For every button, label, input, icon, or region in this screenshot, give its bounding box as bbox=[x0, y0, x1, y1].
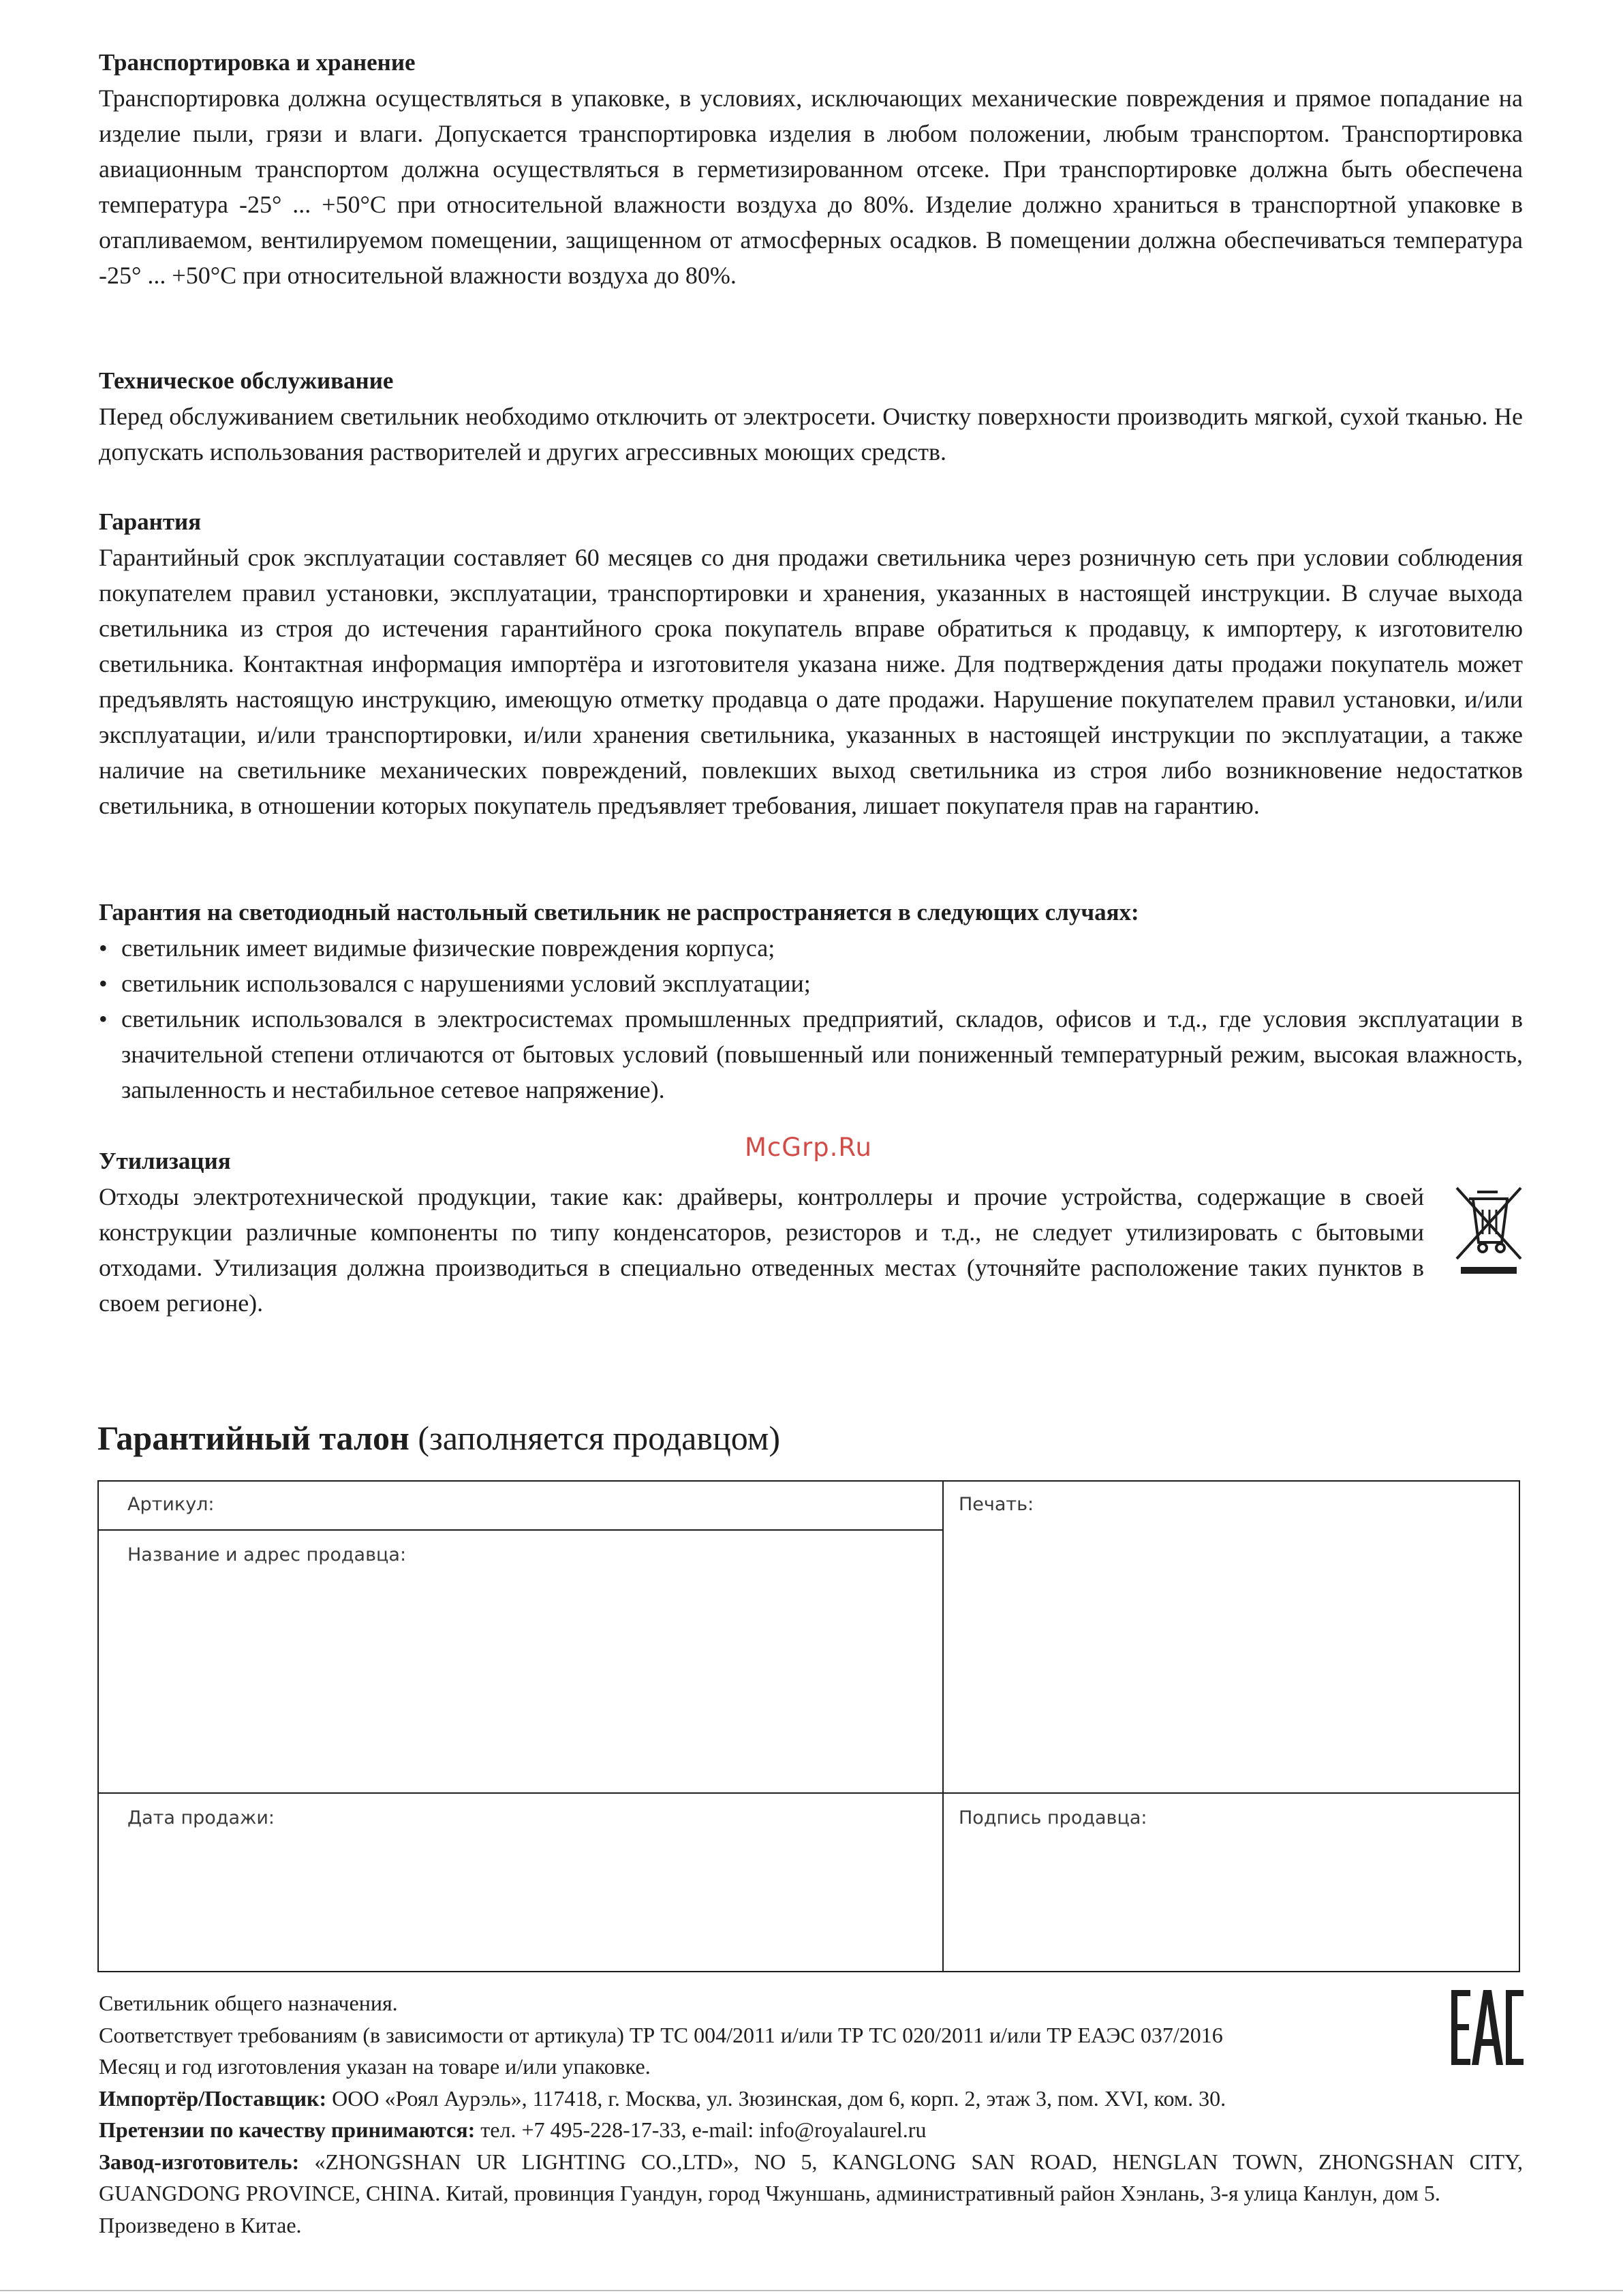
warranty-card bbox=[97, 1480, 1520, 1972]
disposal-heading: Утилизация bbox=[99, 1148, 231, 1174]
footer-line-factory bbox=[99, 2146, 1523, 2209]
footer-line-general: Светильник общего назначения. bbox=[99, 1991, 398, 2015]
field-sale-date: Дата продажи: bbox=[127, 1807, 275, 1828]
warranty-text: Гарантийный срок эксплуатации составляет 60 месяцев со дня продажи светильника через розничную сеть при условии соблюдения покупателем правил установки, эксплуатации, транспортировки и хранения, указанных в настоящей инструкции. В случае выхода светильника из строя до истечения гарантийного срока покупатель вправе обратиться к продавцу, к импортеру, к изготовителю светильника. Контактная информация импортёра и изготовителя указана ниже. Для подтверждения даты продажи покупатель может предъявлять настоящую инструкцию, имеющую отметку продавца о дате продажи. Нарушение покупателем правил установки, и/или эксплуатации, и/или транспортировки, и/или хранения светильника, указанных в настоящей инструкции по эксплуатации, а также наличие на светильнике механических повреждений, повлекших выход светильника из строя либо возникновение недостатков светильника, в отношении которых покупатель предъявляет требования, лишает покупателя прав на гарантию. bbox=[99, 544, 1523, 819]
factory-label: Завод-изготовитель: bbox=[99, 2149, 300, 2174]
claims-text: тел. +7 495-228-17-33, e-mail: info@royalaurel.ru bbox=[480, 2117, 927, 2142]
page-bottom-rule bbox=[0, 2290, 1623, 2291]
watermark: McGrp.Ru bbox=[745, 1133, 872, 1162]
card-divider-bottom bbox=[99, 1792, 1519, 1794]
footer-line-made-in: Произведено в Китае. bbox=[99, 2212, 302, 2237]
list-item: • светильник использовался в электросистемах промышленных предприятий, складов, офисов и т.д., где условия эксплуатации в значительной степени отличаются от бытовых условий (повышенный или пониженный температурный режим, высокая влажность, запыленность и нестабильное сетевое напряжение). bbox=[99, 1001, 1523, 1107]
disposal-text: Отходы электротехнической продукции, такие как: драйверы, контроллеры и прочие устройства, содержащие в своей конструкции различные компоненты по типу конденсаторов, резисторов и т.д., не следует утилизировать с бытовыми отходами. Утилизация должна производиться в специально отведенных местах (уточняйте расположение таких пунктов в своем регионе). bbox=[99, 1183, 1424, 1317]
warranty-heading: Гарантия bbox=[99, 508, 202, 535]
list-item: • светильник использовался с нарушениями условий эксплуатации; bbox=[99, 966, 1523, 1001]
claims-label: Претензии по качеству принимаются: bbox=[99, 2117, 476, 2142]
field-seller: Название и адрес продавца: bbox=[127, 1544, 407, 1565]
warranty-section bbox=[99, 504, 1523, 823]
footer-line-compliance: Соответствует требованиям (в зависимости от артикула) ТР ТС 004/2011 и/или ТР ТС 020/2011 и/или ТР ЕАЭС 037/2016 bbox=[99, 2022, 1223, 2047]
importer-text: ООО «Роял Аурэль», 117418, г. Москва, ул. Зюзинская, дом 6, корп. 2, этаж 3, пом. XVI, ком. 30. bbox=[332, 2085, 1226, 2111]
field-seller-signature: Подпись продавца: bbox=[959, 1807, 1147, 1828]
list-item: • светильник имеет видимые физические повреждения корпуса; bbox=[99, 930, 1523, 966]
eac-mark-icon bbox=[1451, 1990, 1524, 2065]
factory-text: «ZHONGSHAN UR LIGHTING CO.,LTD», NO 5, KANGLONG SAN ROAD, HENGLAN TOWN, ZHONGSHAN CITY, GUANGDONG PROVINCE, CHINA. Китай, провинция Гуандун, город Чжуншань, административный район Хэнлань, 3-я улица Канлун, дом 5. bbox=[99, 2149, 1524, 2205]
footer-line-importer bbox=[99, 2083, 1523, 2115]
card-divider-article bbox=[99, 1529, 942, 1531]
warranty-card-title-bold: Гарантийный талон bbox=[97, 1419, 409, 1457]
exclusions-heading: Гарантия на светодиодный настольный светильник не распространяется в следующих случаях: bbox=[99, 899, 1139, 925]
card-divider-vertical bbox=[942, 1482, 944, 1971]
exclusions-section bbox=[99, 895, 1523, 1107]
importer-label: Импортёр/Поставщик: bbox=[99, 2085, 327, 2111]
maintenance-section bbox=[99, 363, 1523, 470]
transport-text: Транспортировка должна осуществляться в упаковке, в условиях, исключающих механические повреждения и прямое попадание на изделие пыли, грязи и влаги. Допускается транспортировка изделия в любом положении, любым транспортом. Транспортировка авиационным транспортом должна осуществляться в герметизированном отсеке. При транспортировке должна быть обеспечена температура -25° ... +50°С при относительной влажности воздуха до 80%. Изделие должно храниться в транспортной упаковке в отапливаемом, вентилируемом помещении, защищенном от атмосферных осадков. В помещении должна обеспечиваться температура -25° ... +50°С при относительной влажности воздуха до 80%. bbox=[99, 85, 1523, 289]
maintenance-heading: Техническое обслуживание bbox=[99, 367, 394, 394]
warranty-card-title bbox=[97, 1418, 780, 1458]
maintenance-text: Перед обслуживанием светильник необходимо отключить от электросети. Очистку поверхности производить мягкой, сухой тканью. Не допускать использования растворителей и других агрессивных моющих средств. bbox=[99, 403, 1523, 465]
transport-section bbox=[99, 45, 1523, 293]
legal-info bbox=[99, 1987, 1523, 2241]
crossed-out-wheelie-bin-icon bbox=[1451, 1182, 1526, 1278]
footer-line-claims bbox=[99, 2114, 1523, 2146]
field-stamp: Печать: bbox=[959, 1494, 1034, 1515]
footer-line-manufacture-date: Месяц и год изготовления указан на товаре и/или упаковке. bbox=[99, 2054, 651, 2079]
disposal-section bbox=[99, 1144, 1424, 1321]
warranty-card-title-note: (заполняется продавцом) bbox=[418, 1419, 781, 1457]
transport-heading: Транспортировка и хранение bbox=[99, 49, 416, 76]
field-article: Артикул: bbox=[127, 1494, 215, 1515]
exclusions-list bbox=[99, 930, 1523, 1107]
